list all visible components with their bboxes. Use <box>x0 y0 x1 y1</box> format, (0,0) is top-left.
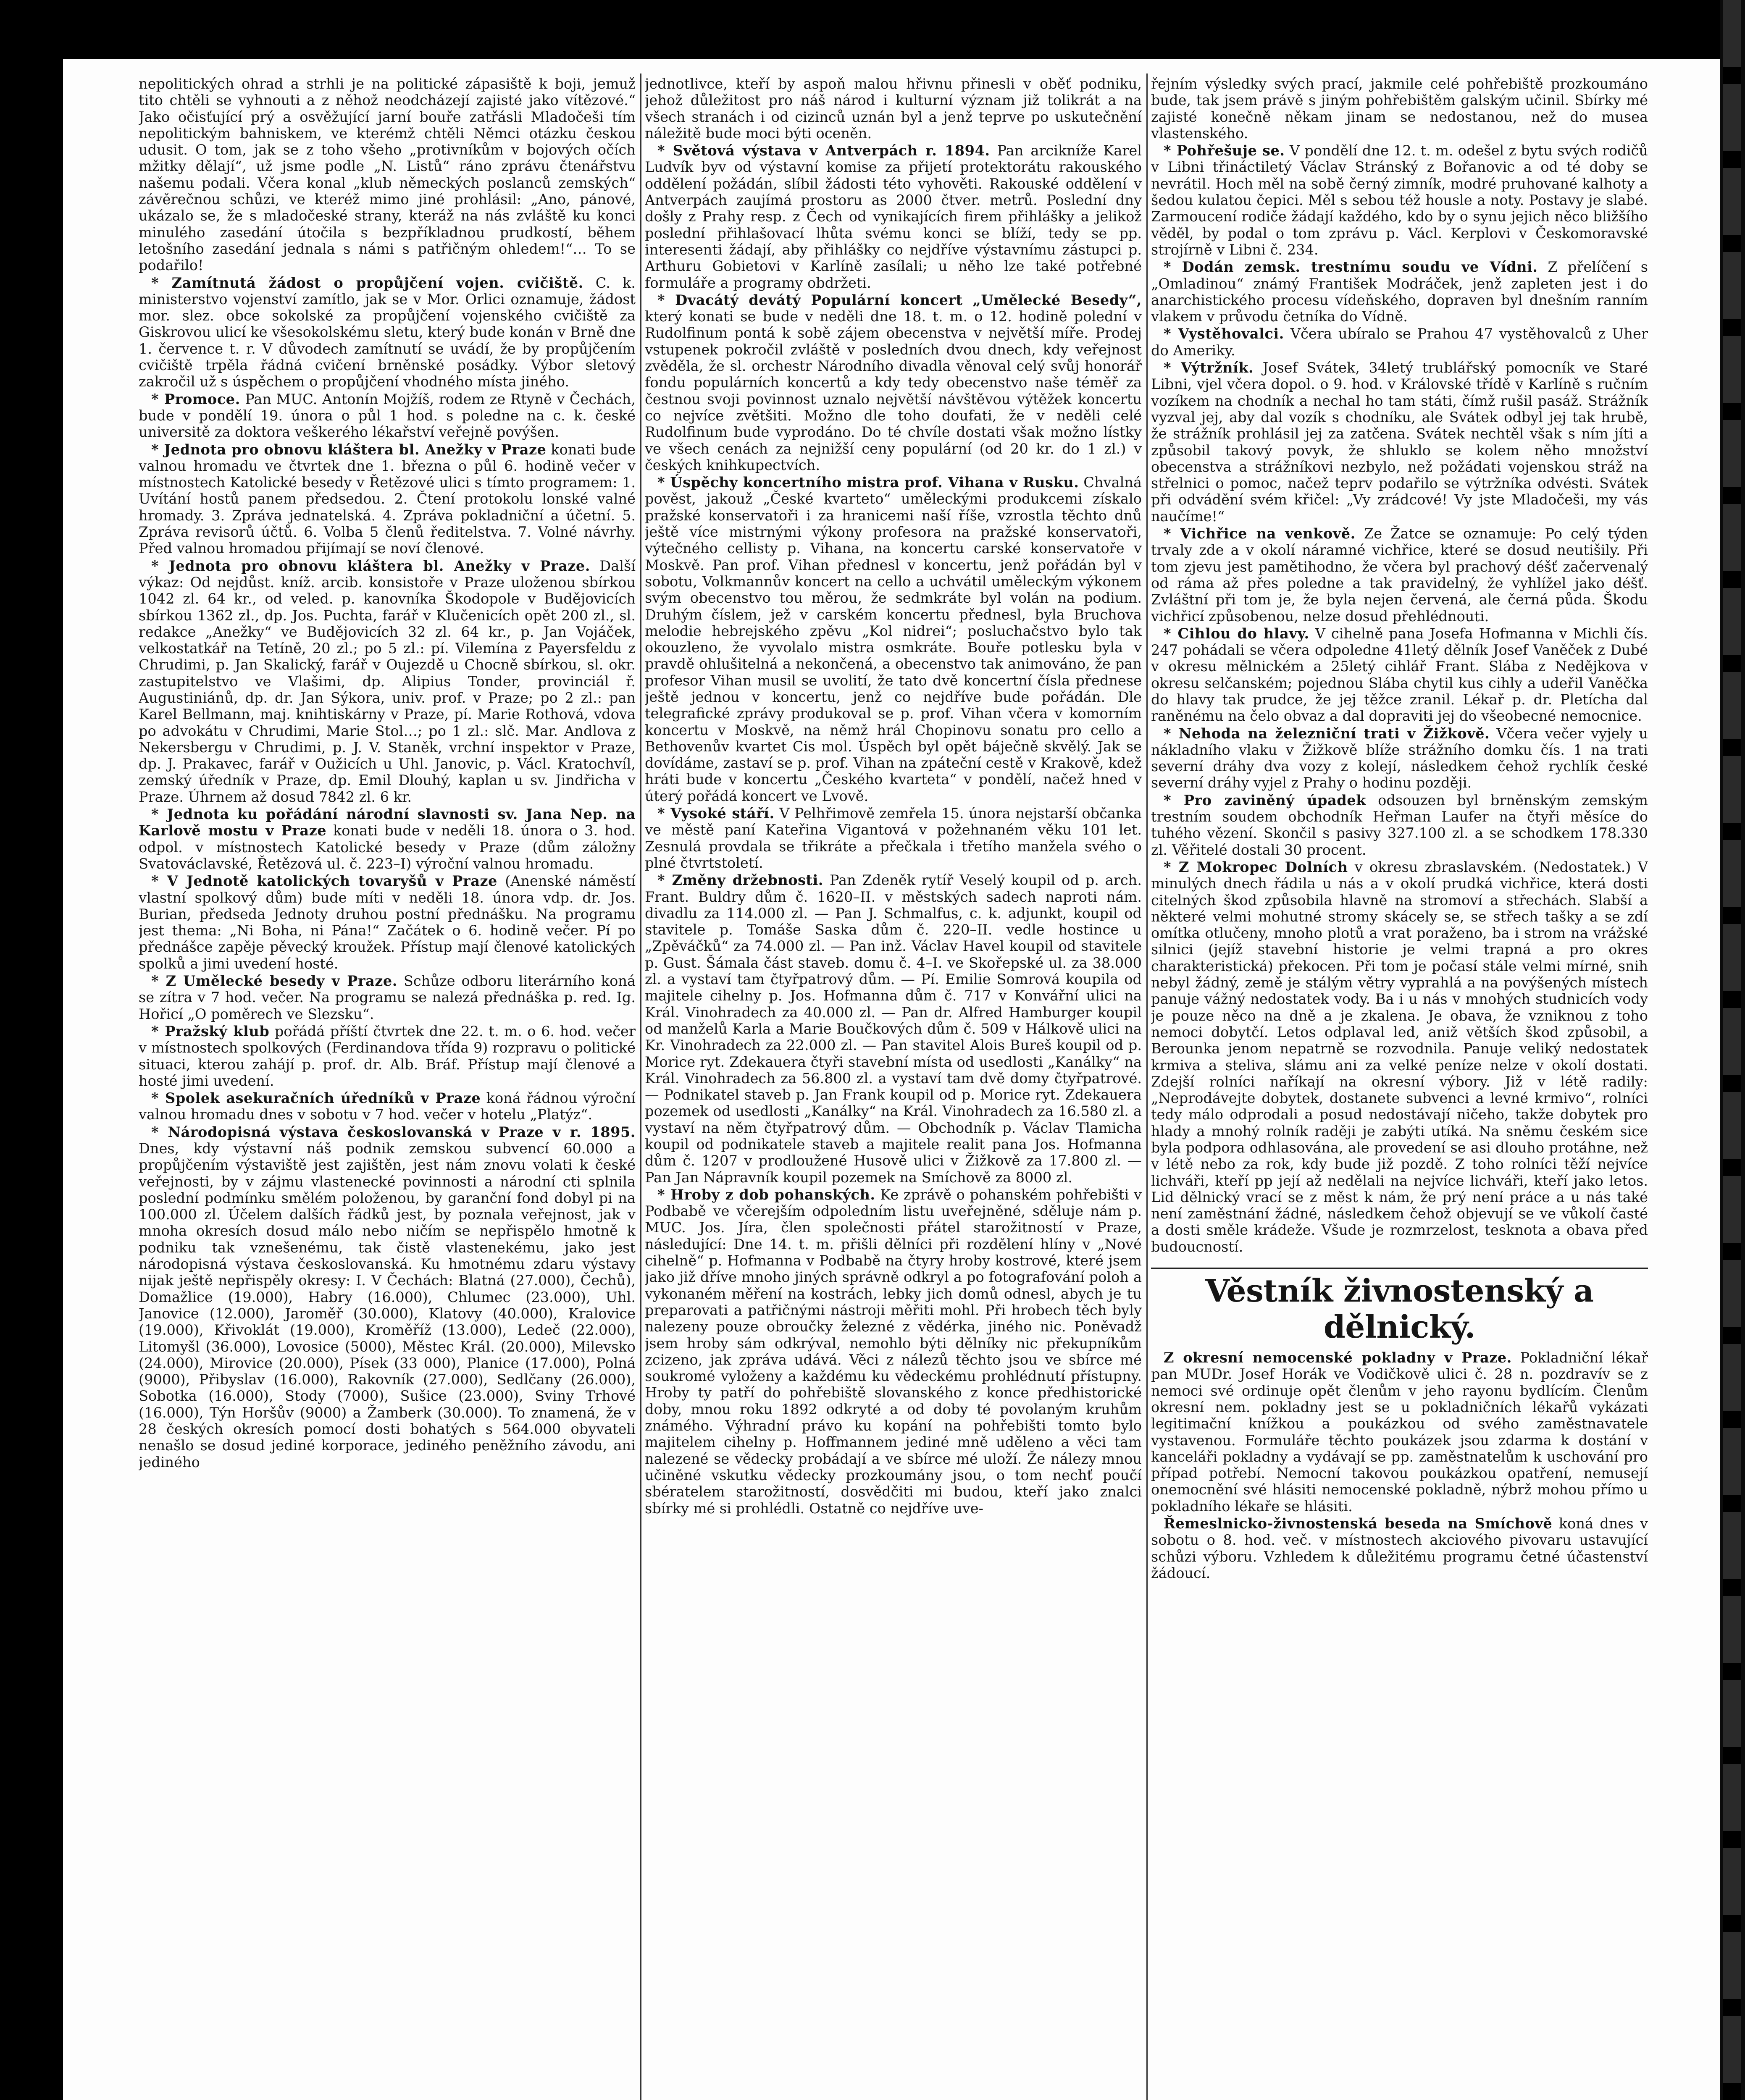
article <box>1151 326 1648 359</box>
article <box>1151 1349 1648 1515</box>
article-heading: * Vysoké stáří. <box>657 805 775 822</box>
article-text: V cihelně pana Josefa Hofmanna v Michli čís. 247 pohádali se včera odpoledne 41letý dělník Josef Vaněček z Dubé v okresu mělnickém a 25letý cihlář Frant. Slába z Nedějkova v okresu selčanském; pojednou Slába chytil kus cihly a udeřil Vaněčka do hlavy tak prudce, že jej těžce zranil. Lékař p. dr. Pletícha dal raněnému na čelo obvaz a dal dopraviti jej do všeobecné nemocnice. <box>1151 625 1648 724</box>
article-heading: * Vystěhovalci. <box>1164 325 1284 342</box>
text-columns <box>139 76 1685 2100</box>
article-heading: * Jednota pro obnovu kláštera bl. Anežky v Praze <box>151 441 547 458</box>
article <box>139 873 636 972</box>
article-text: Další výkaz: Od nejdůst. kníž. arcib. konsistoře v Praze uloženou sbírkou 1042 zl. 64 kr., od veled. p. kanovníka Škodopole v Budějovicích sbírkou 1362 zl., dp. Jos. Puchta, farář v Klučenicích opět 200 zl., sl. redakce „Anežky“ ve Budějovicích 32 zl. 64 kr., p. Jan Vojáček, velkostatkář na Tetíně, 20 zl.; po 5 zl.: pí. Vilemína z Payersfeldu z Chrudimi, p. Jan Skalický, farář v Oujezdě u Chocně sbírkou, sl. okr. zastupitelstvo ve Vlašimi, dp. Alipius Tonder, provinciál ř. Augustiniánů, dp. dr. Jan Sýkora, univ. prof. v Praze; po 2 zl.: pan Karel Bellmann, maj. knihtiskárny v Praze, pí. Marie Rothová, vdova po advokátu v Chrudimi, Marie Stol…; po 1 zl.: slč. Mar. Andlova z Nekersbergu v Chrudimi, p. J. V. Staněk, vrchní inspektor v Praze, dp. J. Prakavec, farář v Oužicích u Uhl. Janovic, p. Václ. Kratochvíl, zemský úředník v Praze, dp. Emil Dlouhý, kaplan u sv. Jindřicha v Praze. Úhrnem až dosud 7842 zl. 6 kr. <box>139 557 636 805</box>
column-2 <box>645 76 1142 2100</box>
article-heading: * Vichřice na venkově. <box>1164 525 1356 542</box>
scan-border-right <box>1720 0 1745 2100</box>
article <box>139 1124 636 1470</box>
article-text: koná dnes v sobotu o 8. hod. več. v místnostech akciového pivovaru ustavující schůzi výboru. Vzhledem k důležitému programu četné účastenství žádoucí. <box>1151 1515 1648 1581</box>
article-text: Pan Zdeněk rytíř Veselý koupil od p. arch. Frant. Buldry dům č. 1620–II. v městských sadech naproti nám. divadlu za 114.000 zl. — Pan J. Schmalfus, c. k. adjunkt, koupil od stavitele p. Tomáše Saska dům č. 220–II. vedle hostince u „Zpěváčků“ za 74.000 zl. — Pan inž. Václav Havel koupil od stavitele p. Gust. Šámala část staveb. domu č. 4–I. ve Skořepské ul. za 38.000 zl. a vystaví tam čtyřpatrový dům. — Pí. Emilie Somrová koupila od majitele cihelny p. Jos. Hofmanna dům č. 717 v Konvářní ulici na Král. Vinohradech za 40.000 zl. — Pan dr. Alfred Hamburger koupil od manželů Karla a Marie Boučkových dům č. 509 v Hálkově ulici na Kr. Vinohradech za 22.000 zl. — Pan stavitel Alois Bureš koupil od p. Morice ryt. Zdekauera čtyři stavební místa od usedlosti „Kanálky“ na Král. Vinohradech za 56.800 zl. a vystaví tam dvě domy čtyřpatrové. — Podnikatel staveb p. Jan Frank koupil od p. Morice ryt. Zdekauera pozemek od usedlosti „Kanálky“ na Král. Vinohradech za 16.580 zl. a vystaví na něm čtyřpatrový dům. — Obchodník p. Václav Tlamicha koupil od podnikatele staveb a majitele realit pana Jos. Hofmanna dům č. 1207 v prodloužené Husově ulici v Žižkově za 17.800 zl. — Pan Jan Nápravník koupil pozemek na Smíchově za 8000 zl. <box>645 872 1142 1186</box>
article <box>1151 1515 1648 1581</box>
article-heading: * Hroby z dob pohanských. <box>657 1186 875 1203</box>
article-text: konati bude valnou hromadu ve čtvrtek dne 1. března o půl 6. hodině večer v místnostech Katolické besedy v Řetězové ulici s tímto programem: 1. Uvítání hostů panem předsedou. 2. Čtení protokolu lonské valné hromady. 3. Zpráva jednatelská. 4. Zpráva pokladniční a účetní. 5. Zpráva revisorů účtů. 6. Volba 5 členů ředitelstva. 7. Volné návrhy. Před valnou hromadou přijímají se noví členové. <box>139 441 636 557</box>
article-heading: * Změny držebnosti. <box>657 872 824 889</box>
article-heading: * Dvacátý devátý Populární koncert „Umělecké Besedy“, <box>657 291 1142 308</box>
article <box>1151 525 1648 625</box>
article-heading: * Nehoda na železniční trati v Žižkově. <box>1164 724 1490 742</box>
article-heading: * Promoce. <box>151 390 240 407</box>
article <box>645 872 1142 1186</box>
article-text: V Pelhřimově zemřela 15. února nejstarší občanka ve městě paní Kateřina Vigantová v požehnaném věku 101 let. Zesnulá provdala se třikráte a přečkala i třetího manžela svého o plné čtvrtstoletí. <box>645 805 1142 871</box>
article-text: v okresu zbraslavském. (Nedostatek.) V minulých dnech řádila u nás a v okolí prudká vichřice, která dosti citelných škod způsobila hlavně na stromoví a střechách. Slabší a některé velmi mohutné stromy skácely se, se střech tašky a se zdí omítka otlučeny, mnoho plotů a vrat poraženo, ba i strom na vrážské silnici (jejíž stavební historie je velmi trapná a pro okres charakteristická) překocen. Při tom je počasí stále velmi mírné, snih nebyl žádný, země je stálým větry vyprahlá a na povýšených místech panuje vážný nedostatek vody. Ba i u nás v mnohých studnicích vody je pouze něco na dně a je zkalena. Je obava, že vzniknou z toho nemoci dobytčí. Letos odplaval led, aniž větších škod způsobil, a Berounka jenom nepatrně se rozvodnila. Panuje veliký nedostatek krmiva a steliva, slámu ani za velké peníze nelze v okolí dostati. Zdejší rolníci naříkají na okresní výbory. Již v létě radily: „Neprodávejte dobytek, dostanete subvenci a levné krmivo“, rolníci tedy málo odprodali a posud nedostávají ničeho, takže dobytek pro hlady a mnohý rolník raději je zabýti utíká. Na sněmu českém sice byla podpora odhlasována, ale provedení se asi dlouho protáhne, než v létě nebo za rok, kdy bude již pozdě. Z toho rolníci těží nejvíce lichváři, kteří pp její až nedělali na nejvíce lichváři, kteří jako letos. Lid dělnický vrací se z měst k nám, že prý není práce a u nás také není zaměstnání žádné, následkem čehož objevují se ve vůkolí časté a dosti směle krádeže. Všude je rozmrzelost, tesknota a obava před budoucností. <box>1151 858 1648 1255</box>
article <box>1151 725 1648 791</box>
article <box>139 76 636 274</box>
article-text: Pokladniční lékař pan MUDr. Josef Horák ve Vodičkově ulici č. 28 n. pozdravív se z nemoci své ordinuje opět členům v jeho rayonu bydlícím. Členům okresní nem. pokladny jest se u pokladničních lékařů vykázati legitimační knížkou a poukázkou od svého zaměstnavatele vystavenou. Formuláře těchto poukázek jsou zdarma k dostání v kanceláři pokladny a vydávají se pp. zaměstnatelům k uschování pro případ potřebí. Nemocní takovou poukázkou opatření, nemusejí onemocnění své hlásiti nemocenské pokladně, nýbrž mohou přímo u pokladního lékaře se hlásiti. <box>1151 1349 1648 1515</box>
article-heading: Z okresní nemocenské pokladny v Praze. <box>1164 1349 1512 1366</box>
article-heading: * Z Mokropec Dolních <box>1164 858 1348 875</box>
article <box>139 1023 636 1089</box>
article <box>1151 625 1648 724</box>
scan-border-top <box>0 0 1745 59</box>
article <box>645 474 1142 804</box>
article-text: (Anenské náměstí vlastní spolkový dům) bude míti v neděli 18. února vdp. dr. Jos. Burian, předseda Jednoty druhou postní přednášku. Na programu jest thema: „Ni Boha, ni Pána!“ Začátek o 6. hodině večer. Pí po přednášce zapěje pěvecký kroužek. Přístup mají členové katolických spolků a jimi uvedení hosté. <box>139 873 636 972</box>
article-text: Schůze odboru literárního koná se zítra v 7 hod. večer. Na programu se nalezá přednáška p. red. Ig. Hořicí „O poměrech ve Slezsku“. <box>139 973 636 1022</box>
article-text: jednotlivce, kteří by aspoň malou hřivnu přinesli v oběť podniku, jehož důležitost pro náš národ i kulturní význam již tolikrát a na všech stranách i od cizinců uznán byl a jenž teprve po uskutečnění náležitě bude moci býti oceněn. <box>645 76 1142 142</box>
article-heading: * Pohřešuje se. <box>1164 142 1285 159</box>
article <box>139 806 636 872</box>
article-heading: * Z Umělecké besedy v Praze. <box>151 972 397 990</box>
article <box>645 805 1142 871</box>
article <box>139 391 636 441</box>
article-text: Ze Žatce se oznamuje: Po celý týden trvaly zde a v okolí náramné vichřice, které se dosud neutišily. Při tom zjevu jest pamětihodno, že včera byl prachový déšť začervenalý od ráma až přes poledne a tak pravidelný, že vyhlížel jako déšť. Zvláštní při tom je, že byla nejen červená, ale černá půda. Škodu vichřicí způsobenou, nelze dosud přehlédnouti. <box>1151 525 1648 625</box>
article-text: Pan arcikníže Karel Ludvík byv od výstavní komise za přijetí protektorátu rakouského oddělení požádán, slíbil žádosti této vyhověti. Rakouské oddělení v Antverpách zaujímá prostoru as 2000 čtver. metrů. Poslední dny došly z Prahy resp. z Čech od vynikajících firem přihlášky a jelikož poslední přihlašovací lhůta svému konci se blíží, tedy se pp. interesenti žádají, aby přihlášky co nejdříve výstavnímu zástupci p. Arthuru Gobietovi v Karlíně zasílali; u něho lze také potřebné formuláře a programy obdržeti. <box>645 142 1142 291</box>
article-text: Pan MUC. Antonín Mojžíš, rodem ze Rtyně v Čechách, bude v pondělí 19. února o půl 1 hod. s poledne na c. k. české universitě za doktora veškerého lékařství veřejně povýšen. <box>139 391 636 441</box>
article-text: Josef Svátek, 34letý trublářský pomocník ve Staré Libni, vjel včera dopol. o 9. hod. v Královské třídě v Karlíně s ručním vozíkem na chodník a nechal ho tam státi, čímž rušil pasáž. Strážník vyzval jej, aby dal vozík s chodníku, ale Svátek odbyl jej tak hrubě, že strážník prohlásil jej za zatčena. Svátek nechtěl však s ním jíti a způsobil takový povyk, že shluklo se kolem něho množství obecenstva a strážníkovi nezbylo, než požádati vojenskou stráž na střelnici o pomoc, načež teprv podařilo se výtržníka odvésti. Svátek při odvádění svém křičel: „Vy zrádcové! Vy jste Mladočeši, my vás naučíme!“ <box>1151 360 1648 525</box>
article-heading: * Jednota ku pořádání národní slavnosti sv. Jana Nep. na Karlově mostu v Praze <box>139 806 636 839</box>
article <box>1151 76 1648 142</box>
article-heading: * Národopisná výstava českoslovanská v Praze v r. 1895. <box>151 1123 636 1140</box>
article <box>139 973 636 1022</box>
article-heading: * Pro zaviněný úpadek <box>1164 791 1366 808</box>
article <box>1151 360 1648 525</box>
scan-border-left <box>0 0 63 2100</box>
column-1 <box>139 76 636 2100</box>
article-heading: * Úspěchy koncertního mistra prof. Vihana v Rusku. <box>657 474 1079 491</box>
article-text: Dnes, kdy výstavní náš podnik zemskou subvencí 60.000 a propůjčením výstaviště jest zajištěn, jest nám znovu volati k české veřejnosti, by v zájmu vlastenecké povinnosti a národní cti splnila poslední podmínku smělém položenou, by garanční fond dobyl pi na 100.000 zl. Účelem dalších řádků jest, by poznala veřejnost, jak v mnoha okresích dosud málo nebo ničím se nepřispělo hmotně k podniku tak vznešenému, tak čistě vlastenekému, jako jest národopisná výstava českoslovanská. Ku hmotnému zdaru výstavy nijak ještě nepřispěly okresy: I. V Čechách: Blatná (27.000), Čechů), Domažlice (19.000), Habry (16.000), Chlumec (23.000), Uhl. Janovice (12.000), Jaroměř (30.000), Klatovy (40.000), Kralovice (19.000), Křivoklát (19.000), Kroměříž (13.000), Ledeč (22.000), Litomyšl (36.000), Lovosice (5000), Městec Král. (20.000), Milevsko (24.000), Mirovice (20.000), Písek (33 000), Planice (17.000), Polná (9000), Přibyslav (16.000), Rakovník (27.000), Sedlčany (26.000), Sobotka (16.000), Stody (7000), Sušice (23.000), Sviny Trhové (16.000), Týn Horšův (9000) a Žamberk (30.000). To znamená, že v 28 českých okresích pomocí dosti bohatých s 564.000 obyvateli nenašlo se dosud jediné korporace, jediného peněžního závodu, ani jediného <box>139 1140 636 1470</box>
article-heading: Řemeslnicko-živnostenská beseda na Smíchově <box>1164 1515 1553 1532</box>
article-heading: * Výtržník. <box>1164 359 1254 376</box>
article-text: konati bude v neděli 18. února o 3. hod. odpol. v místnostech Katolické besedy v Praze (dům záložny Svatováclavské, Řetězová ul. č. 223–I) výroční valnou hromadu. <box>139 822 636 872</box>
column-3 <box>1151 76 1648 2100</box>
article-heading: * V Jednotě katolických tovaryšů v Praze <box>151 872 497 890</box>
article-text: Chvalná pověst, jakouž „České kvarteto“ uměleckými produkcemi získalo pražské konservatoři i za hranicemi naší říše, vzrostla těchto dnů ještě více mistrnými výkony profesora na pražské konservatoři, výtečného cellisty p. Vihana, na koncertu carské konservatoře v Moskvě. Pan prof. Vihan přednesl v koncertu, jenž pořádán byl v sobotu, Volkmannův koncert na cello a uchvátil uměleckým výkonem svým obecenstvo tou měrou, že sedmkráte byl volán na podium. Druhým číslem, jež v carském koncertu přednesl, byla Bruchova melodie hebrejského zpěvu „Kol nidrei“; posluchačstvo bylo tak okouzleno, že vyvolalo mistra osmkráte. Bouře potlesku byla v pravdě ohlušitelná a nekončená, a obecenstvo tak animováno, že pan profesor Vihan musil se uvolití, že tato dvě koncertní čísla přednese ještě jednou v koncertu, jenž co nejdříve bude pořádán. Dle telegrafické zprávy produkoval se p. prof. Vihan včera v komorním koncertu v Moskvě, na němž hrál Chopinovu sonatu pro cello a Bethovenův kvartet Cis mol. Úspěch byl opět báječně skvělý. Jak se dovídáme, zastaví se p. prof. Vihan na zpáteční cestě v Krakově, kdež hráti bude v koncertu „Českého kvarteta“ v pondělí, načež hned v úterý pořádá koncert ve Lvově. <box>645 474 1142 804</box>
article-text: Z přelíčení s „Omladinou“ známý František Modráček, jenž zapleten jest i do anarchistického procesu vídeňského, dopraven byl dnešním ranním vlakem v průvodu četníka do Vídně. <box>1151 259 1648 325</box>
article-heading: * Světová výstava v Antverpách r. 1894. <box>657 142 990 159</box>
article <box>139 275 636 390</box>
article-text: V pondělí dne 12. t. m. odešel z bytu svých rodičů v Libni třináctiletý Václav Stránský z Bořanovic a od té doby se nevrátil. Hoch měl na sobě černý zimník, modré pruhované kalhoty a šedou kulatou čepici. Měl s sebou též housle a noty. Postavy je slabé. Zarmoucení rodiče žádají každého, kdo by o synu jejich něco bližšího věděl, by podal o tom zprávu p. Václ. Kerplovi v Českomoravské strojírně v Libni č. 234. <box>1151 142 1648 258</box>
article-text: Včera ubíralo se Prahou 47 vystěhovalců z Uher do Ameriky. <box>1151 326 1648 359</box>
article <box>1151 859 1648 1255</box>
article-text: který konati se bude v neděli dne 18. t. m. o 12. hodině polední v Rudolfinum pontá k sobě zájem obecenstva v největší míře. Prodej vstupenek pokročil zvláště v posledních dvou dnech, kdy veřejnost zvěděla, že sl. orchestr Národního divadla věnoval celý svůj honorář fondu populárních koncertů a kdy tedy obecenstvo naše téměř za čestnou svoji povinnost uznalo největší návštěvou výtěžek koncertu co nejvíce zvětšiti. Možno dle toho doufati, že v neděli celé Rudolfinum bude vyprodáno. Do té chvíle dostati však možno lístky ve všech cenách za nejnižší ceny populární (od 20 kr. do 1 zl.) v českých knihkupectvích. <box>645 308 1142 473</box>
article <box>139 1090 636 1123</box>
article <box>645 76 1142 142</box>
article-text: Včera večer vyjely u nákladního vlaku v Žižkově blíže strážního domku čís. 1 na trati severní dráhy dva vozy z kolejí, následkem čehož rychlík české severní dráhy vyjel z Prahy o hodinu později. <box>1151 725 1648 791</box>
article-text: C. k. ministerstvo vojenství zamítlo, jak se v Mor. Orlici oznamuje, žádost mor. slez. obce sokolské za propůjčení vojenského cvičiště za Giskrovou ulicí ke všesokolskému sletu, který bude konán v Brně dne 1. července t. r. V důvodech zamítnutí se uvádí, že by propůjčením cvičiště trpěla řádná cvičení brněnské posádky. Výbor sletový zakročil už s úspěchem o propůjčení vhodného místa jiného. <box>139 274 636 390</box>
article-text: pořádá příští čtvrtek dne 22. t. m. o 6. hod. večer v místnostech spolkových (Ferdinandova třída 9) rozpravu o politické situaci, kterou zahájí p. prof. dr. Alb. Bráf. Přístup mají členové a hosté jimi uvedení. <box>139 1023 636 1089</box>
article-heading: * Cihlou do hlavy. <box>1164 625 1309 642</box>
article-text: řejním výsledky svých prací, jakmile celé pohřebiště prozkoumáno bude, tak jsem právě s jiným pohřebištěm galským učinil. Sbírky mé zajisté konečně někam jinam se nedostanou, než do musea vlastenského. <box>1151 76 1648 142</box>
article-heading: * Zamítnutá žádost o propůjčení vojen. cvičiště. <box>151 274 583 291</box>
article <box>645 142 1142 291</box>
article-text: nepolitických ohrad a strhli je na politické zápasiště k boji, jemuž tito chtěli se vyhnouti a z něhož neodcházejí zajisté jako vítězové.“ Jako očisťující prý a osvěžující jarní bouře zatřásli Mladočeši tím nepolitickým bahniskem, ve kterémž chtěli Němci otázku českou udusit. O tom, jak se z toho všeho „protivníkům v bojových očích mžitky dělají“, už jsme podle „N. Listů“ ráno zprávu čtenářstvu našemu podali. Včera konal „klub německých poslanců zemských“ závěrečnou schůzi, ve kteréž mimo jiné prohlásil: „Ano, pánové, ukázalo se, že s mladočeské strany, kteráž na nás zvláště ku konci minulého zasedání útočila s bezpříkladnou prudkostí, během letošního zasedání jednala s námi s patřičným ohledem!“… To se podařilo! <box>139 76 636 274</box>
article <box>139 558 636 805</box>
article <box>1151 142 1648 258</box>
article <box>645 1186 1142 1517</box>
article-heading: * Pražský klub <box>151 1022 270 1040</box>
article-text: koná řádnou výroční valnou hromadu dnes v sobotu v 7 hod. večer v hotelu „Platýz“. <box>139 1090 636 1123</box>
article-heading: * Spolek asekuračních úředníků v Praze <box>151 1089 481 1107</box>
article <box>139 441 636 557</box>
article <box>645 292 1142 473</box>
section-heading: Věstník živnostenský a dělnický. <box>1151 1268 1648 1345</box>
article <box>1151 259 1648 325</box>
article <box>1151 792 1648 858</box>
article-text: Ke zprávě o pohanském pohřebišti v Podbabě ve včerejším odpoledním listu uveřejněné, sděluje nám p. MUC. Jos. Jíra, člen společnosti přátel starožitností v Praze, následující: Dne 14. t. m. přišli dělníci při rozdělení hlíny v „Nové cihelně“ p. Hofmanna v Podbabě na čtyry hroby kostrové, které jsem jako již dříve mnoho jiných správně odkryl a po fotografování poloh a vykonaném měření na kostrách, lebky jich domů odnesl, abych je tu preparovati a patřičnými nástroji měřiti mohl. Při hrobech těch byly nalezeny pouze obroučky železné z vědérka, jiného nic. Poněvadž jsem hroby sám odkrýval, nemohlo býti dělníky nic překupníkům zcizeno, jak zpráva udává. Věci z nálezů těchto jsou ve sbírce mé soukromé vyloženy a každému ku vědeckému prohlédnutí přístupny. Hroby ty patří do pohřebiště slovanského z konce předhistorické doby, mnou roku 1892 odkryté a od doby té povolaným kruhům známého. Výhradní právo ku kopání na pohřebišti tomto bylo majitelem cihelny p. Hoffmannem jediné mně uděleno a věci tam nalezené se vědecky probádají a ve sbírce mé uloží. Že nálezy mnou učiněné vskutku vědecky prozkoumány jsou, o tom nechť poučí sbératelem starožitností, dosvědčiti mi budou, kteří jako znalci sbírky mé si prohlédli. Ostatně co nejdříve uve- <box>645 1186 1142 1517</box>
article-heading: * Jednota pro obnovu kláštera bl. Anežky v Praze. <box>151 557 590 574</box>
article-text: odsouzen byl brněnským zemským trestním soudem obchodník Heřman Laufer na čtyři měsíce do tuhého vězení. Skončil s pasivy 327.100 zl. a se schodkem 178.330 zl. Věřitelé dostali 30 procent. <box>1151 792 1648 858</box>
article-heading: * Dodán zemsk. trestnímu soudu ve Vídni. <box>1164 258 1538 276</box>
